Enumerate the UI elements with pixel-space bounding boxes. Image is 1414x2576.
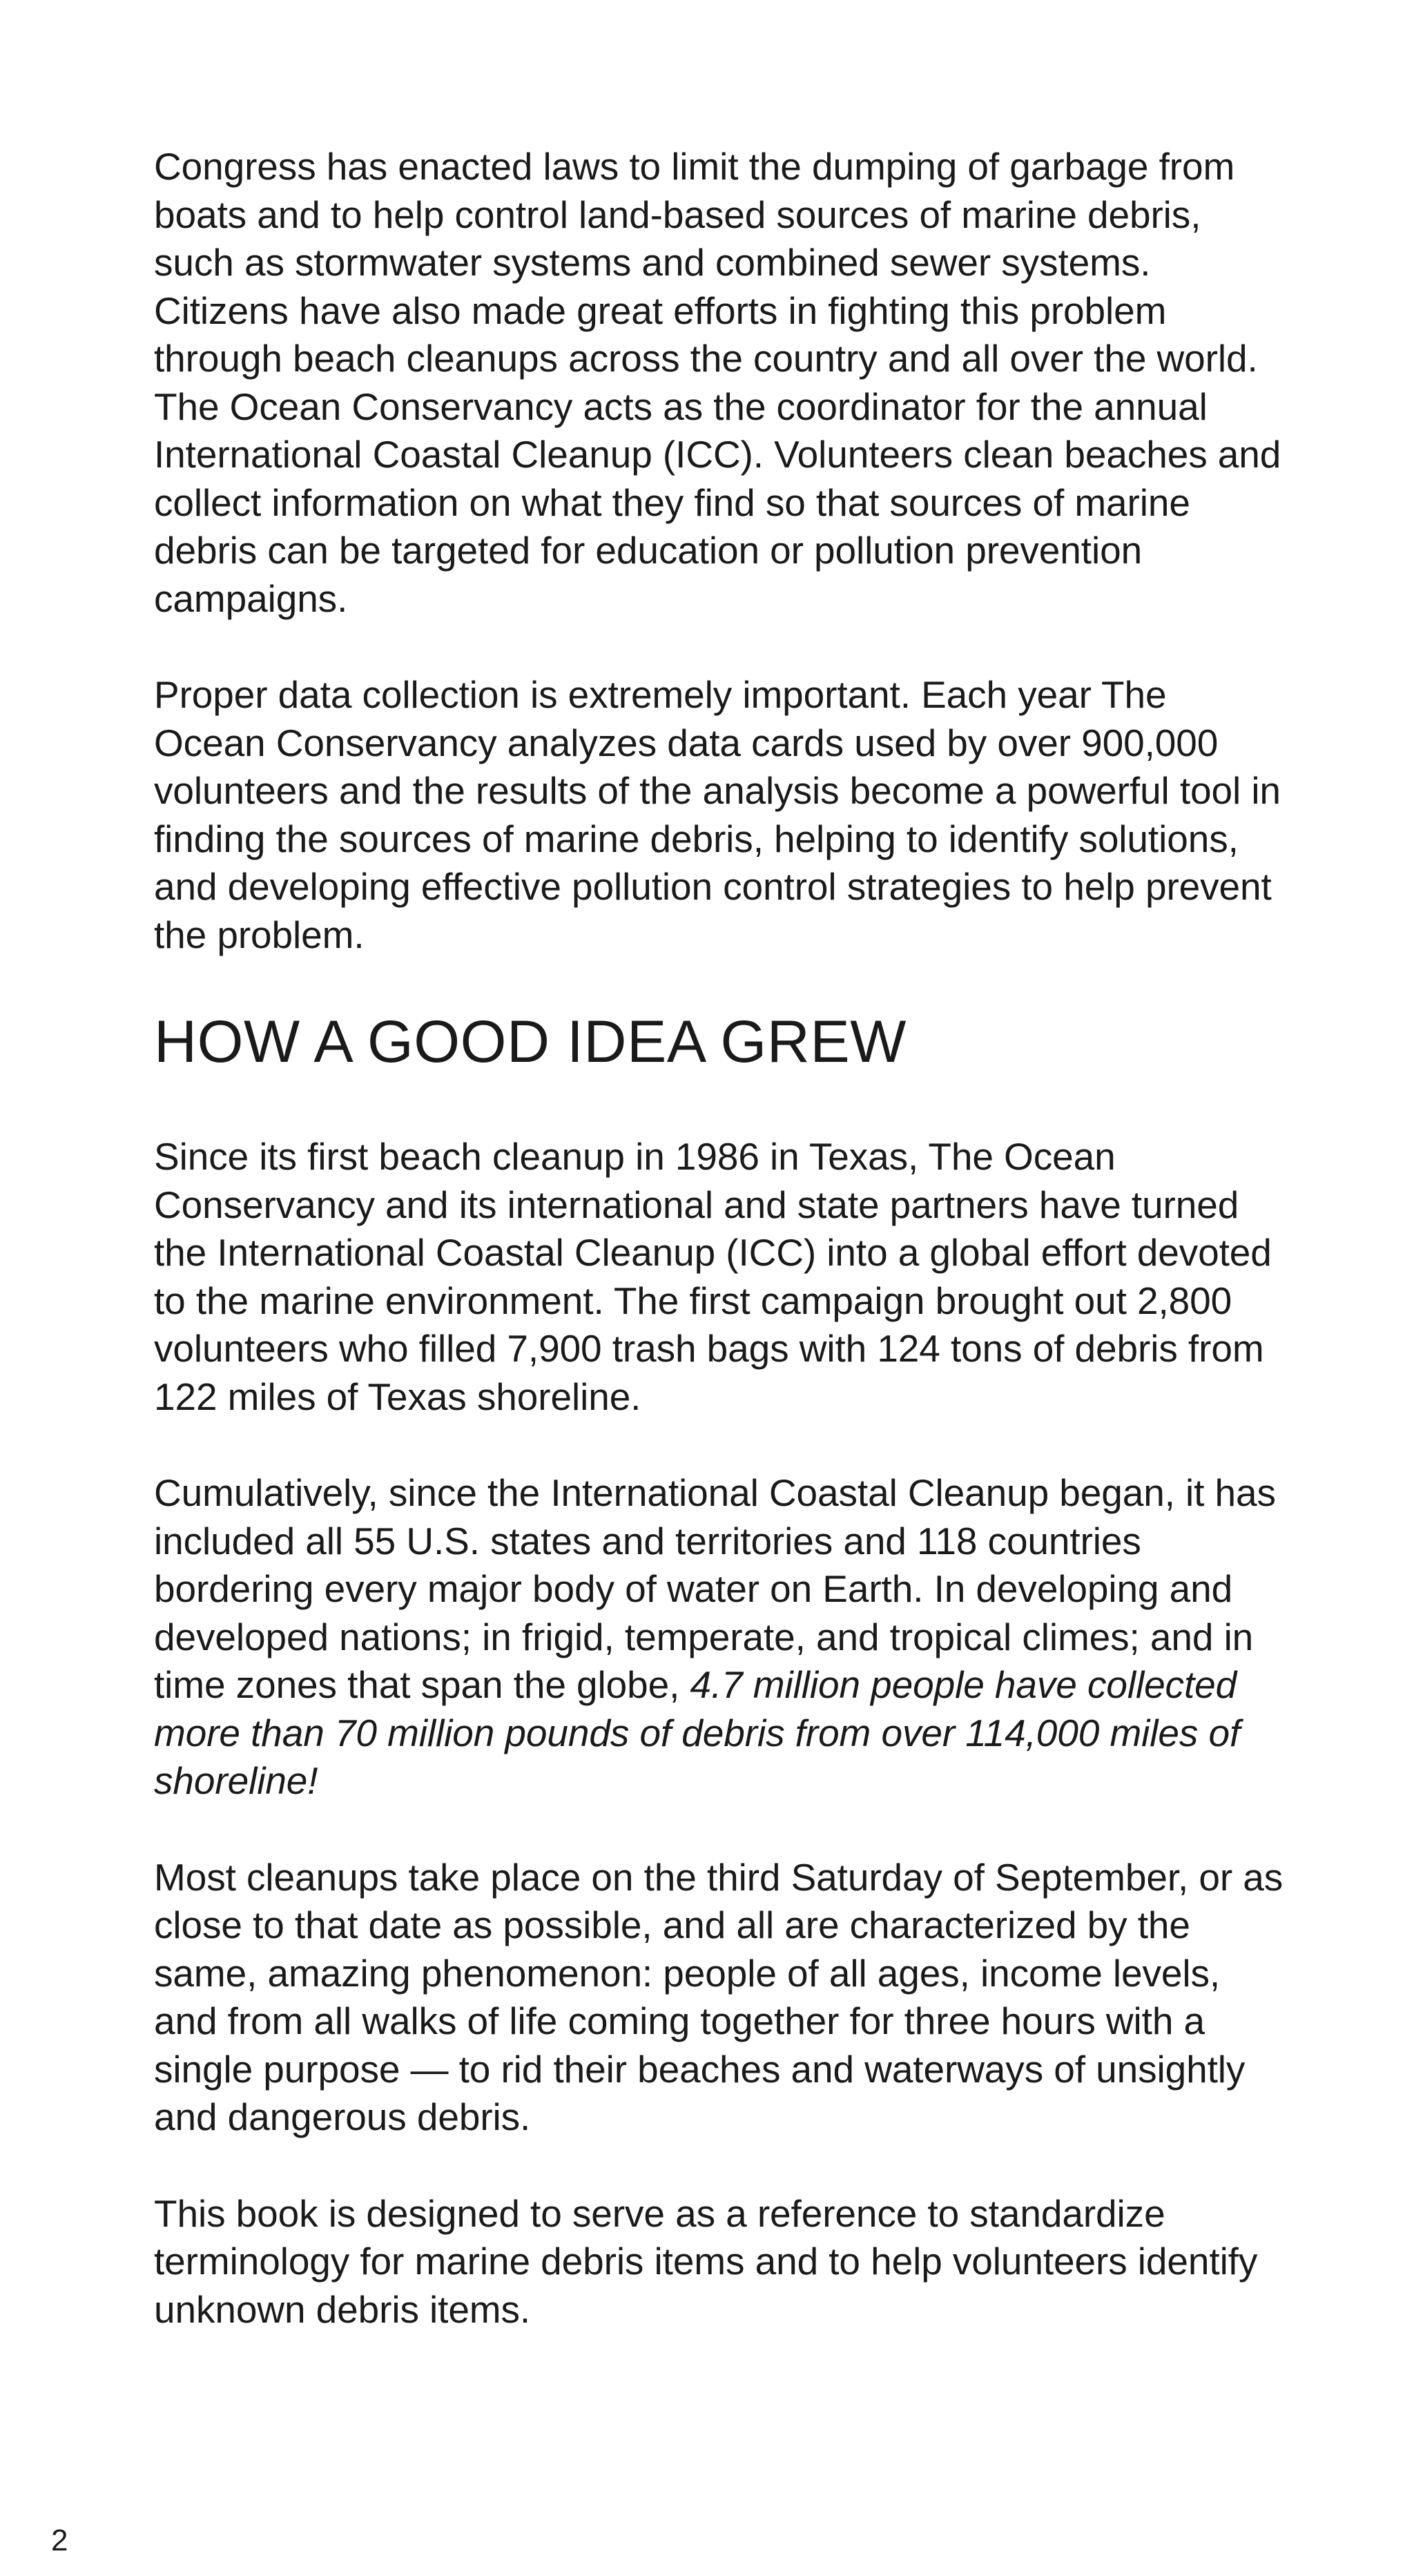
page-number: 2 xyxy=(51,2524,68,2557)
history-paragraph: Since its first beach cleanup in 1986 in Texas, The Ocean Conservancy and its international and state partners have turned the International Coastal Cleanup (ICC) into a global effort devoted to the marine environment. The first campaign brought out 2,800 volunteers who filled 7,900 trash bags with 124 tons of debris from 122 miles of Texas shoreline. xyxy=(154,1135,1272,1418)
cumulative-lead-text: Cumulatively, since the International Coastal Cleanup began, it has included all 55 U.S. states and territories and 118 countries bordering every major body of water on Earth. In developing and developed nations; in frigid, temperate, and tropical climes; and in time zones that span the globe, xyxy=(154,1471,1276,1706)
cumulative-paragraph xyxy=(154,1469,1286,1805)
intro-paragraph-data-collection: Proper data collection is extremely important. Each year The Ocean Conservancy analyzes data cards used by over 900,000 volunteers and the results of the analysis become a powerful tool in finding the sources of marine debris, helping to identify solutions, and developing effective pollution control strategies to help prevent the problem. xyxy=(154,673,1281,956)
intro-paragraph-laws: Congress has enacted laws to limit the dumping of garbage from boats and to help control land-based sources of marine debris, such as stormwater systems and combined sewer systems. Citizens have also made great efforts in fighting this problem through beach cleanups across the country and all over the world. The Ocean Conservancy acts as the coordinator for the annual International Coastal Cleanup (ICC). Volunteers clean beaches and collect information on what they find so that sources of marine debris can be targeted for education or pollution prevention campaigns. xyxy=(154,145,1281,620)
book-purpose-paragraph: This book is designed to serve as a reference to standardize terminology for marine debris items and to help volunteers identify unknown debris items. xyxy=(154,2191,1258,2331)
cumulative-emphasis-text: 4.7 million people have collected more than 70 million pounds of debris from over 114,000 miles of shoreline! xyxy=(154,1663,1241,1802)
cleanups-paragraph: Most cleanups take place on the third Saturday of September, or as close to that date as possible, and all are characterized by the same, amazing phenomenon: people of all ages, income levels, and from all walks of life coming together for three hours with a single purpose — to rid their beaches and waterways of unsightly and dangerous debris. xyxy=(154,1855,1284,2138)
section-heading: HOW A GOOD IDEA GREW xyxy=(154,1009,907,1075)
page-content xyxy=(154,143,1286,2382)
